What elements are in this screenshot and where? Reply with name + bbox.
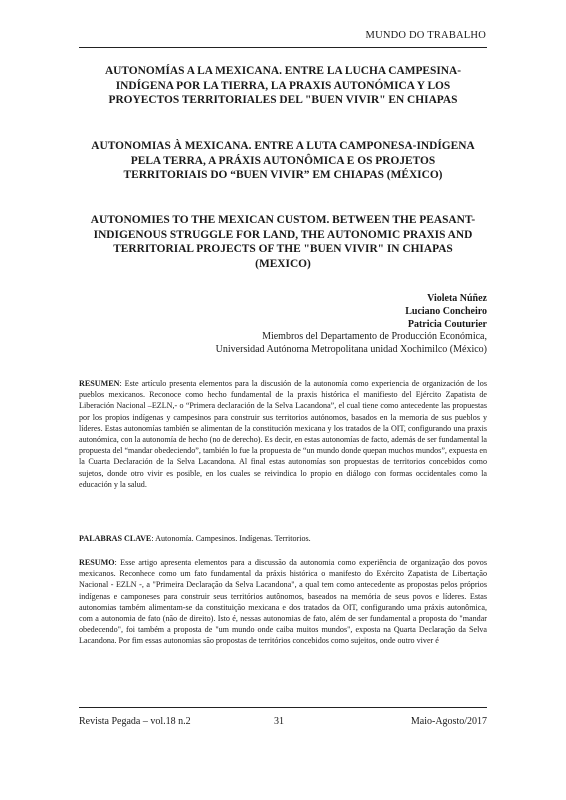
abstract-text: : Este artículo presenta elementos para la discusión de la autonomía como experiencia de organización de los pueblos mexicanos. Reconoce como hecho fundamental de la praxis histórica el manifiesto del Ejército Zapatista de Liberación Nacional –EZLN,- o “Primera declaración de la Selva Lacandona”, el cual tiene como antecedente las propuestas por los propios indígenas y campesinos para construir sus territorios autónomos, basados en la memoria de sus pueblos y líderes. Estas autonomías también se alimentan de la constitución mexicana y los tratados de la OIT, configurando una praxis autonómica, con la autonomía de hecho (no de derecho). Es decir, en estas autonomías de facto, además de ser fundamental la propuesta del “mandar obedeciendo”, también lo fue la propuesta de “un mundo donde quepan muchos mundos”, expuesta en la Cuarta Declaración de la Selva Lacandona. Al final estas autonomías son propuestas de territorios concebidos como sujetos, donde otro vivir es posible, en los cuales se reivindica lo propio en diálogo con formas occidentales como la educación y la salud. xyxy=(79,379,487,489)
affiliation-line: Miembros del Departamento de Producción Económica, xyxy=(262,331,487,342)
title-english: AUTONOMIES TO THE MEXICAN CUSTOM. BETWEEN THE PEASANT-INDIGENOUS STRUGGLE FOR LAND, THE AUTONOMIC PRAXIS AND TERRITORIAL PROJECTS OF THE "BUEN VIVIR" IN CHIAPAS (MEXICO) xyxy=(90,214,476,270)
affiliation-line: Universidad Autónoma Metropolitana unidad Xochimilco (México) xyxy=(215,344,487,355)
author-name: Patricia Couturier xyxy=(407,319,487,330)
title-spanish: AUTONOMÍAS A LA MEXICANA. ENTRE LA LUCHA CAMPESINA-INDÍGENA POR LA TIERRA, LA PRAXIS AUTONÓMICA Y LOS PROYECTOS TERRITORIALES DEL "BUEN VIVIR" EN CHIAPAS xyxy=(104,65,462,106)
page-number: 31 xyxy=(274,716,284,727)
abstract-label: RESUMO xyxy=(79,558,115,567)
abstract-label: RESUMEN xyxy=(79,379,120,388)
author-name: Violeta Núñez xyxy=(427,293,487,304)
footer-rule xyxy=(79,707,487,708)
keywords-spanish xyxy=(79,533,487,544)
keywords-text: : Autonomía. Campesinos. Indígenas. Territorios. xyxy=(151,534,311,543)
header-rule xyxy=(79,47,487,48)
abstract-spanish xyxy=(79,378,487,490)
abstract-text: : Esse artigo apresenta elementos para a discussão da autonomia como experiência de organização dos povos mexicanos. Reconhece como um fato fundamental da práxis histórica o manifesto do Exército Zapatista de Libertação Nacional - EZLN -, a "Primeira Declaração da Selva Lacandona", a qual tem como antecedente as propostas pelos próprios indígenas e camponeses para construir seus territórios autônomos, baseados na memória de seus povos e líderes. Estas autonomias também alimentam-se da constituição mexicana e dos tratados da OIT, configurando uma práxis autonômica, com a autonomia de fato (não de direito). Isto é, nessas autonomias de fato, além de ser fundamental a proposta do "mandar obedecendo", foi também a proposta de "um mundo onde caiba muitos mundos", exposta na Quarta Declaração da Selva Lacandona. Por fim essas autonomias são propostas de territórios concebidos como sujeitos, onde outro viver é xyxy=(79,558,487,646)
running-head: MUNDO DO TRABALHO xyxy=(365,30,486,41)
keywords-label: PALABRAS CLAVE xyxy=(79,534,152,543)
author-name: Luciano Concheiro xyxy=(405,306,487,317)
title-portuguese: AUTONOMIAS À MEXICANA. ENTRE A LUTA CAMPONESA-INDÍGENA PELA TERRA, A PRÁXIS AUTONÔMICA E OS PROJETOS TERRITORIAIS DO “BUEN VIVIR” EM CHIAPAS (MÉXICO) xyxy=(91,140,475,181)
abstract-portuguese xyxy=(79,557,487,647)
footer-journal: Revista Pegada – vol.18 n.2 xyxy=(79,716,191,727)
footer-date: Maio-Agosto/2017 xyxy=(410,716,487,727)
